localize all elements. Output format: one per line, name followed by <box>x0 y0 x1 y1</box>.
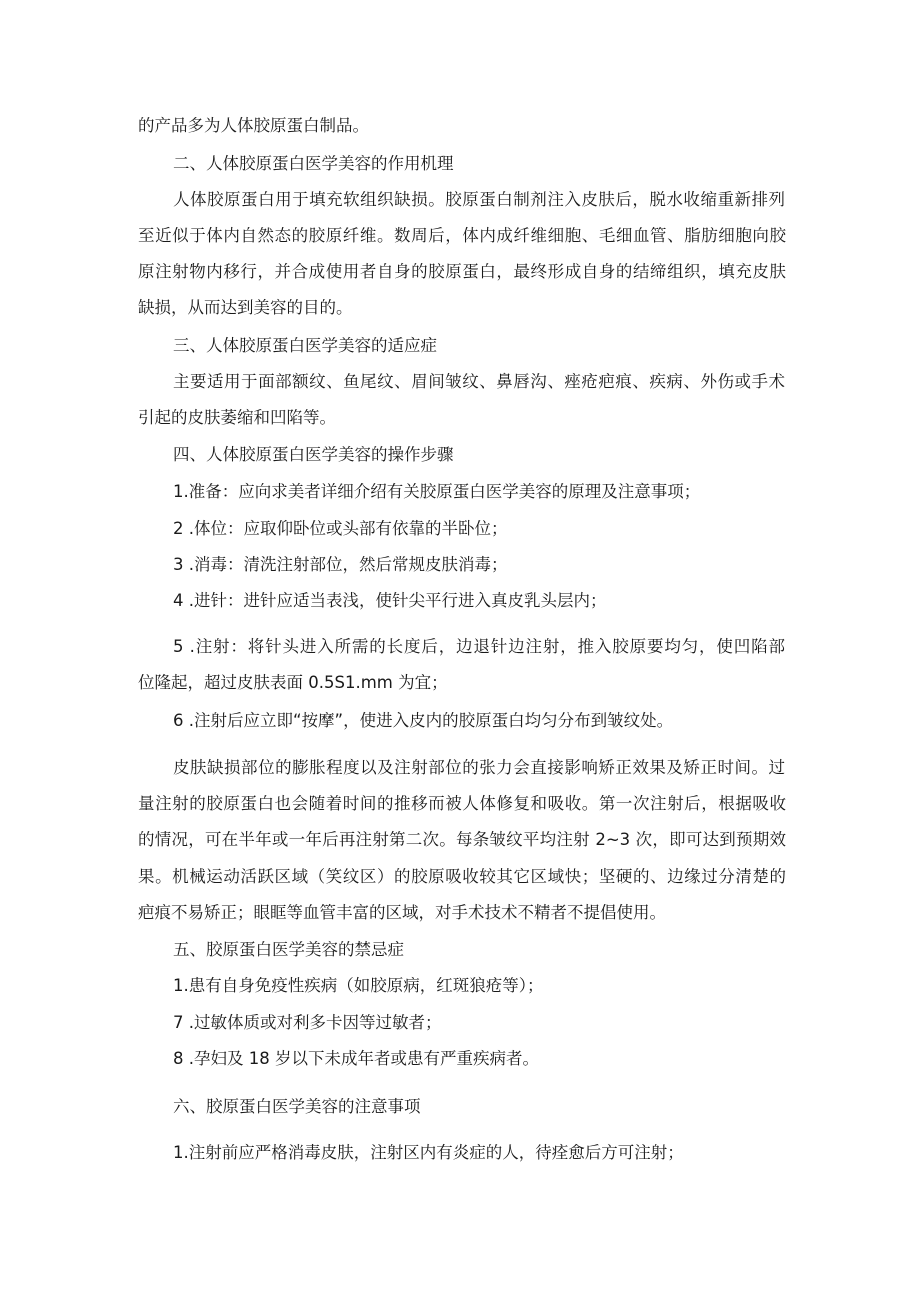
step-item: 1.准备：应向求美者详细介绍有关胶原蛋白医学美容的原理及注意事项； <box>173 482 701 501</box>
paragraph-effect-line: 量注射的胶原蛋白也会随着时间的推移而被人体修复和吸收。第一次注射后，根据吸收 <box>138 794 786 813</box>
heading-mechanism: 二、人体胶原蛋白医学美容的作用机理 <box>173 154 454 173</box>
step-item-injection: 位隆起，超过皮肤表面 0.5S1.mm 为宜； <box>138 673 448 692</box>
heading-procedure: 四、人体胶原蛋白医学美容的操作步骤 <box>173 445 454 464</box>
paragraph-mechanism-line: 人体胶原蛋白用于填充软组织缺损。胶原蛋白制剂注入皮肤后，脱水收缩重新排列 <box>173 190 785 209</box>
paragraph-effect-line: 皮肤缺损部位的膨胀程度以及注射部位的张力会直接影响矫正效果及矫正时间。过 <box>173 758 785 777</box>
contraindication-item: 7 .过敏体质或对利多卡因等过敏者； <box>173 1013 442 1032</box>
paragraph-effect-line: 果。机械运动活跃区域（笑纹区）的胶原吸收较其它区域快；坚硬的、边缘过分清楚的 <box>138 867 786 886</box>
paragraph-mechanism-line: 至近似于体内自然态的胶原纤维。数周后，体内成纤维细胞、毛细血管、脂肪细胞向胶 <box>138 226 786 245</box>
step-item: 3 .消毒：清洗注射部位，然后常规皮肤消毒； <box>173 555 508 574</box>
paragraph-effect-line: 的情况，可在半年或一年后再注射第二次。每条皱纹平均注射 2~3 次，即可达到预期效 <box>138 830 786 849</box>
contraindication-item: 1.患有自身免疫性疾病（如胶原病，红斑狼疮等）； <box>173 976 544 995</box>
step-item: 4 .进针：进针应适当表浅，使针尖平行进入真皮乳头层内； <box>173 591 607 610</box>
step-item: 2 .体位：应取仰卧位或头部有依靠的半卧位； <box>173 519 508 538</box>
step-item-massage: 6 .注射后应立即“按摩”，使进入皮内的胶原蛋白均匀分布到皱纹处。 <box>173 711 674 730</box>
paragraph-effect-line: 疤痕不易矫正；眼眶等血管丰富的区域，对手术技术不精者不提倡使用。 <box>138 903 666 922</box>
paragraph-indications-line: 主要适用于面部额纹、鱼尾纹、眉间皱纹、鼻唇沟、痤疮疤痕、疾病、外伤或手术 <box>173 372 785 391</box>
heading-indications: 三、人体胶原蛋白医学美容的适应症 <box>173 336 437 355</box>
step-item-injection: 5 .注射：将针头进入所需的长度后，边退针边注射，推入胶原要均匀，使凹陷部 <box>173 637 785 656</box>
paragraph-mechanism-line: 原注射物内移行，并合成使用者自身的胶原蛋白，最终形成自身的结缔组织，填充皮肤 <box>138 262 786 281</box>
contraindication-item: 8 .孕妇及 18 岁以下未成年者或患有严重疾病者。 <box>173 1049 539 1068</box>
paragraph-mechanism-line: 缺损，从而达到美容的目的。 <box>138 298 353 317</box>
heading-contraindications: 五、胶原蛋白医学美容的禁忌症 <box>173 940 404 959</box>
heading-precautions: 六、胶原蛋白医学美容的注意事项 <box>173 1097 421 1116</box>
precaution-item: 1.注射前应严格消毒皮肤，注射区内有炎症的人，待痊愈后方可注射； <box>173 1143 684 1162</box>
paragraph-indications-line: 引起的皮肤萎缩和凹陷等。 <box>138 408 336 427</box>
paragraph-intro-end: 的产品多为人体胶原蛋白制品。 <box>138 116 369 135</box>
